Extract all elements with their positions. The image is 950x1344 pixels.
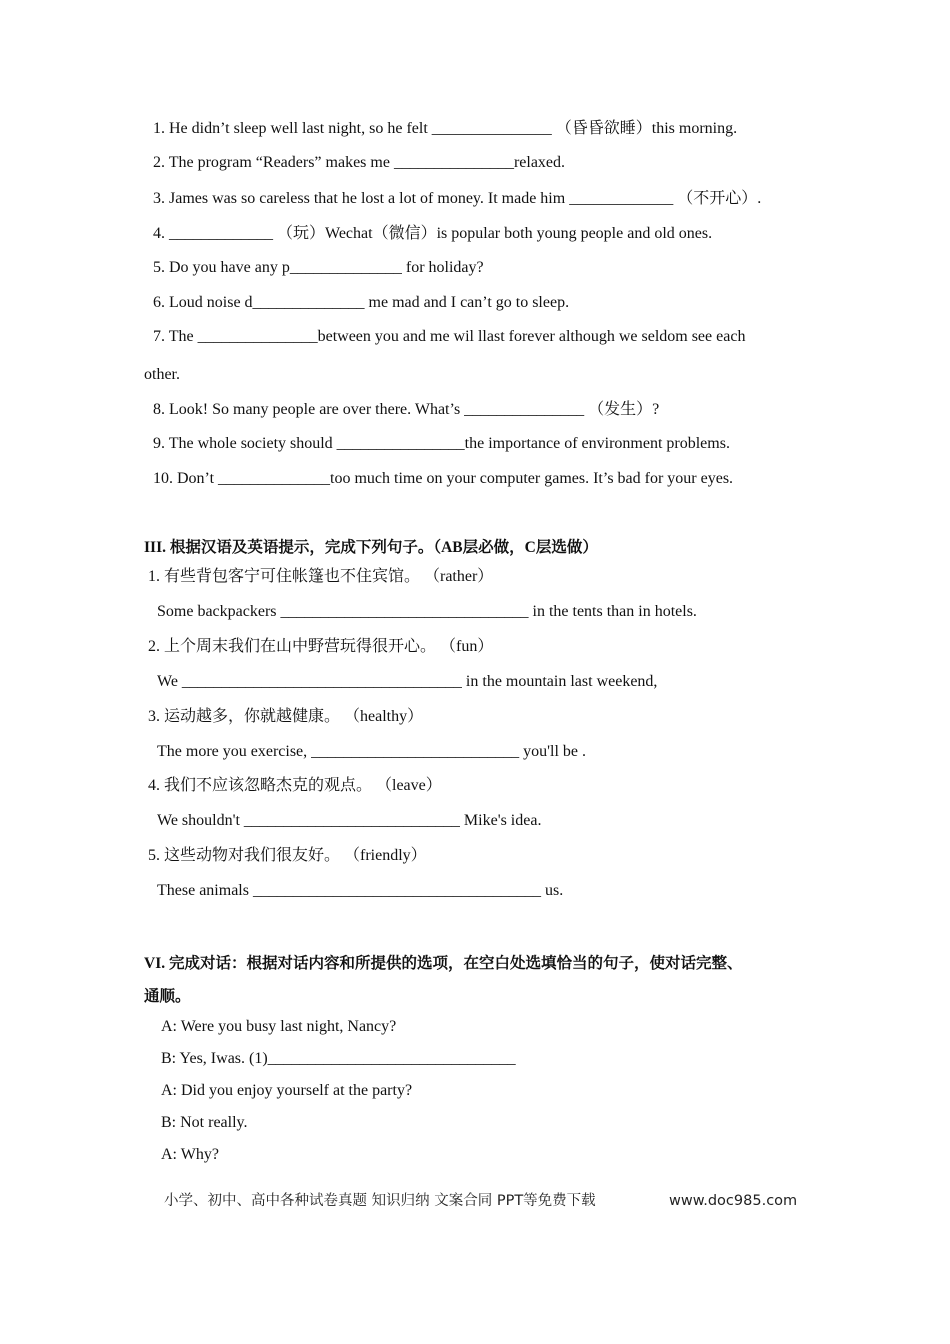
translation-answer-line: Some backpackers _______________________________ in the tents than in hotels. xyxy=(157,603,697,620)
exercise-item: 3. James was so careless that he lost a lot of money. It made him _____________ （不开心）. xyxy=(153,190,762,207)
exercise-item: 7. The _______________between you and me wil llast forever although we seldom see each xyxy=(153,328,746,345)
dialogue-line: A: Did you enjoy yourself at the party? xyxy=(161,1082,413,1099)
translation-answer-line: We shouldn't ___________________________ Mike's idea. xyxy=(157,812,542,829)
section-heading: III. 根据汉语及英语提示，完成下列句子。（AB层必做，C层选做） xyxy=(144,539,598,556)
exercise-item: 1. He didn’t sleep well last night, so he felt _______________ （昏昏欲睡）this morning. xyxy=(153,120,738,137)
exercise-item: 5. Do you have any p______________ for holiday? xyxy=(153,259,484,276)
translation-answer-line: We ___________________________________ in the mountain last weekend, xyxy=(157,673,658,690)
exercise-item: 6. Loud noise d______________ me mad and I can’t go to sleep. xyxy=(153,294,570,311)
exercise-item: 8. Look! So many people are over there. What’s _______________ （发生）? xyxy=(153,401,660,418)
translation-answer-line: These animals ____________________________________ us. xyxy=(157,882,564,899)
section-heading-continuation: 通顺。 xyxy=(144,988,191,1005)
translation-prompt: 5. 这些动物对我们很友好。 （friendly） xyxy=(148,847,427,864)
translation-prompt: 1. 有些背包客宁可住帐篷也不住宾馆。 （rather） xyxy=(148,568,494,585)
dialogue-line: B: Not really. xyxy=(161,1114,248,1131)
dialogue-line: B: Yes, Iwas. (1)_______________________________ xyxy=(161,1050,516,1067)
footer-text: 小学、初中、高中各种试卷真题 知识归纳 文案合同 PPT等免费下载 xyxy=(164,1193,596,1209)
exercise-item-continuation: other. xyxy=(144,366,180,383)
section-heading: VI. 完成对话：根据对话内容和所提供的选项，在空白处选填恰当的句子，使对话完整、 xyxy=(144,955,743,972)
dialogue-line: A: Were you busy last night, Nancy? xyxy=(161,1018,397,1035)
translation-prompt: 2. 上个周末我们在山中野营玩得很开心。 （fun） xyxy=(148,638,494,655)
translation-prompt: 4. 我们不应该忽略杰克的观点。 （leave） xyxy=(148,777,442,794)
footer-url: www.doc985.com xyxy=(669,1193,798,1209)
exercise-item: 9. The whole society should ________________the importance of environment problems. xyxy=(153,435,730,452)
exercise-item: 2. The program “Readers” makes me _______________relaxed. xyxy=(153,154,566,171)
exercise-item: 10. Don’t ______________too much time on your computer games. It’s bad for your eyes. xyxy=(153,470,734,487)
dialogue-line: A: Why? xyxy=(161,1146,219,1163)
translation-prompt: 3. 运动越多，你就越健康。 （healthy） xyxy=(148,708,424,725)
exercise-item: 4. _____________ （玩）Wechat（微信）is popular both young people and old ones. xyxy=(153,225,713,242)
translation-answer-line: The more you exercise, __________________________ you'll be . xyxy=(157,743,587,760)
